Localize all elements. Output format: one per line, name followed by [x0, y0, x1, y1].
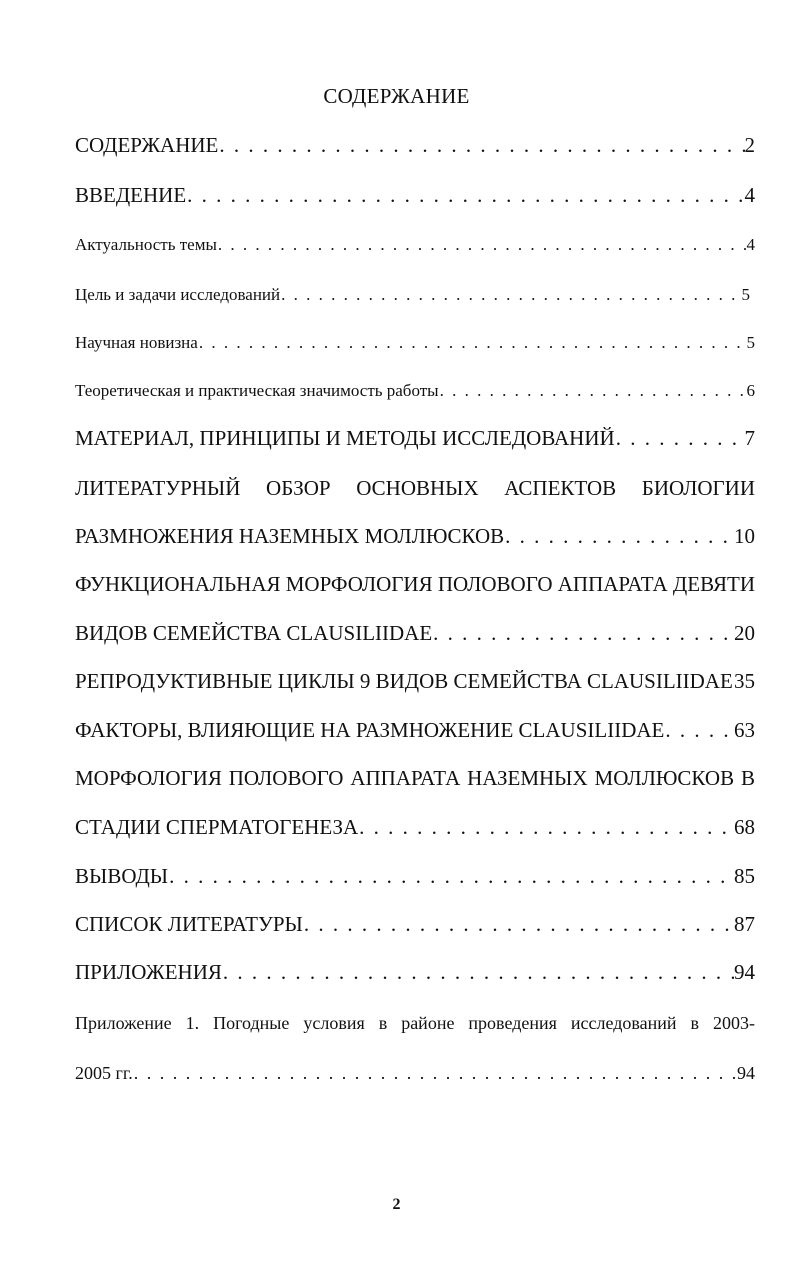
toc-leader-dots [303, 912, 734, 937]
toc-leader-dots [615, 426, 745, 451]
toc-entry-factors[interactable] [75, 718, 755, 743]
toc-entry-conclusions[interactable] [75, 864, 755, 889]
toc-page-number: 10 [734, 524, 755, 548]
toc-entry-label: Научная новизна [75, 333, 198, 352]
toc-entry-label: СТАДИИ СПЕРМАТОГЕНЕЗА [75, 815, 359, 839]
toc-entry-spermatogenesis-line1: МОРФОЛОГИЯ ПОЛОВОГО АППАРАТА НАЗЕМНЫХ МОЛЛЮСКОВ В [75, 766, 755, 790]
toc-leader-dots [168, 864, 734, 889]
toc-leader-dots [217, 235, 747, 255]
toc-leader-dots [358, 815, 734, 840]
toc-entry-label: ФАКТОРЫ, ВЛИЯЮЩИЕ НА РАЗМНОЖЕНИЕ CLAUSILIIDAE [75, 718, 665, 742]
toc-leader-dots [222, 960, 734, 985]
toc-entry-label: Цель и задачи исследований [75, 285, 281, 304]
toc-entry-label: ПРИЛОЖЕНИЯ [75, 960, 222, 984]
toc-entry-goals[interactable] [75, 285, 750, 305]
toc-page-number: 63 [734, 718, 755, 742]
toc-entry-appendix-1-line1: Приложение 1. Погодные условия в районе проведения исследований в 2003- [75, 1013, 755, 1033]
toc-page-number: 35 [734, 669, 755, 693]
toc-entry-appendices[interactable] [75, 960, 755, 985]
toc-leader-dots [280, 285, 741, 305]
toc-page-number: 4 [744, 183, 755, 207]
toc-leader-dots [664, 718, 734, 743]
toc-entry-review[interactable] [75, 524, 755, 549]
page-number: 2 [392, 1196, 401, 1213]
toc-entry-morphology-line1: ФУНКЦИОНАЛЬНАЯ МОРФОЛОГИЯ ПОЛОВОГО АППАРАТА ДЕВЯТИ [75, 572, 756, 596]
toc-entry-significance[interactable] [75, 381, 755, 401]
toc-entry-novelty[interactable] [75, 333, 755, 353]
toc-entry-label: СПИСОК ЛИТЕРАТУРЫ [75, 912, 303, 936]
toc-leader-dots [439, 381, 747, 401]
toc-entry-label: ВВЕДЕНИЕ [75, 183, 187, 207]
toc-page-number: 4 [746, 235, 755, 254]
toc-entry-label: ВЫВОДЫ [75, 864, 169, 888]
page-title: СОДЕРЖАНИЕ [323, 84, 470, 108]
toc-page-number: 87 [734, 912, 755, 936]
toc-page-number: 6 [746, 381, 755, 400]
toc-entry-appendix-1[interactable] [75, 1063, 755, 1084]
toc-entry-label: 2005 гг. [75, 1063, 133, 1083]
toc-entry-label: Теоретическая и практическая значимость работы [75, 381, 439, 400]
toc-page-number: 94 [737, 1063, 755, 1083]
toc-leader-dots [198, 333, 747, 353]
toc-page-number: 7 [744, 426, 755, 450]
toc-entry-label: РАЗМНОЖЕНИЯ НАЗЕМНЫХ МОЛЛЮСКОВ [75, 524, 505, 548]
toc-entry-morphology[interactable] [75, 621, 755, 646]
toc-leader-dots [504, 524, 734, 549]
toc-page-number: 68 [734, 815, 755, 839]
toc-leader-dots [432, 621, 734, 646]
toc-leader-dots [218, 133, 744, 158]
toc-leader-dots [186, 183, 744, 208]
toc-entry-label: РЕПРОДУКТИВНЫЕ ЦИКЛЫ 9 ВИДОВ СЕМЕЙСТВА CLAUSILIIDAE [75, 669, 733, 693]
toc-entry-label: ВИДОВ СЕМЕЙСТВА CLAUSILIIDAE [75, 621, 433, 645]
toc-entry-methods[interactable] [75, 426, 755, 451]
toc-entry-introduction[interactable] [75, 183, 755, 208]
toc-entry-relevance[interactable] [75, 235, 755, 255]
toc-page-number: 85 [734, 864, 755, 888]
toc-entry-review-line1: ЛИТЕРАТУРНЫЙ ОБЗОР ОСНОВНЫХ АСПЕКТОВ БИОЛОГИИ [75, 476, 755, 500]
toc-entry-spermatogenesis[interactable] [75, 815, 755, 840]
toc-page-number: 94 [734, 960, 755, 984]
toc-leader-dots [133, 1063, 737, 1084]
toc-entry-label: Актуальность темы [75, 235, 217, 254]
toc-page-number: 20 [734, 621, 755, 645]
toc-entry-label: МАТЕРИАЛ, ПРИНЦИПЫ И МЕТОДЫ ИССЛЕДОВАНИЙ [75, 426, 615, 450]
toc-entry-contents[interactable] [75, 133, 755, 158]
toc-page-number: 2 [744, 133, 755, 157]
toc-page-number: 5 [746, 333, 755, 352]
toc-entry-cycles[interactable] [75, 669, 755, 694]
toc-entry-label: СОДЕРЖАНИЕ [75, 133, 219, 157]
toc-page-number: 5 [741, 285, 750, 304]
toc-entry-references[interactable] [75, 912, 755, 937]
